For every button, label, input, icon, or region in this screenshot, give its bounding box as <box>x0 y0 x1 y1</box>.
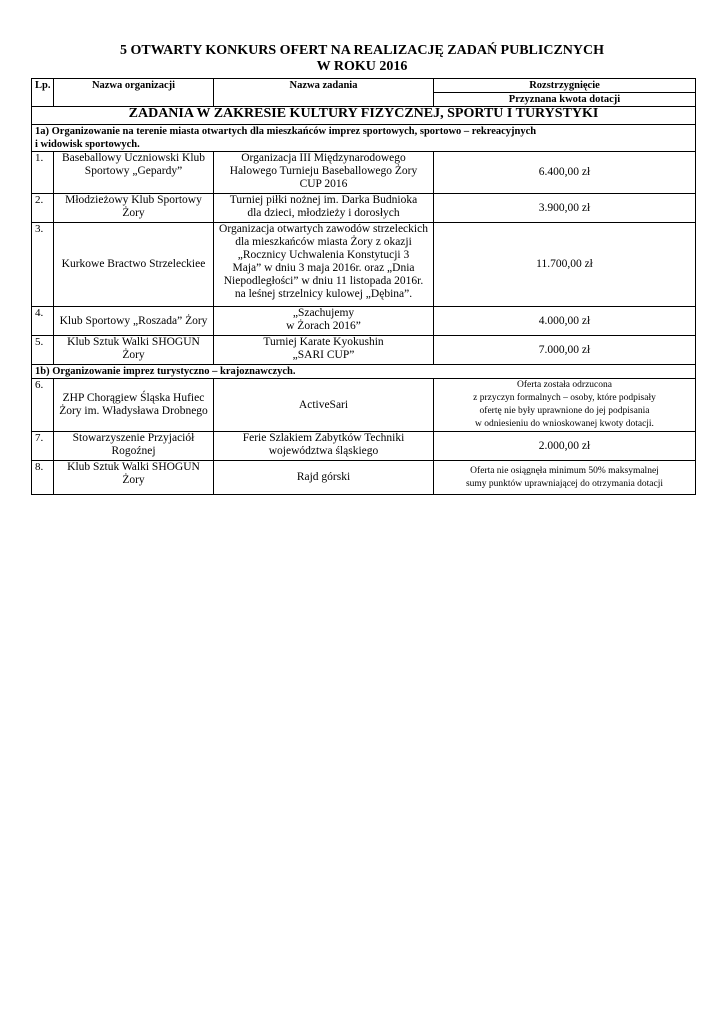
org-line: Młodzieżowy Klub Sportowy <box>65 194 202 206</box>
subsection-1a <box>32 125 696 152</box>
row-organization <box>54 307 214 336</box>
task-line: Ferie Szlakiem Zabytków Techniki <box>242 432 405 444</box>
org-line: Klub Sportowy „Roszada” Żory <box>59 314 208 327</box>
row-lp: 4. <box>32 307 54 336</box>
table-row <box>32 307 696 336</box>
note-line: z przyczyn formalnych – osoby, które podpisały <box>473 393 656 403</box>
row-lp: 2. <box>32 194 54 223</box>
task-line: Rajd górski <box>296 471 351 483</box>
row-task <box>214 223 434 307</box>
task-line: ActiveSari <box>298 398 349 411</box>
document-title <box>0 43 724 75</box>
org-line: Baseballowy Uczniowski Klub <box>61 152 206 164</box>
org-line: Rogoźnej <box>111 445 156 457</box>
row-task <box>214 194 434 223</box>
task-line: dla dzieci, młodzieży i dorosłych <box>247 207 400 219</box>
row-organization <box>54 461 214 495</box>
org-line: Kurkowe Bractwo Strzeleckiee <box>61 258 206 270</box>
row-amount: 6.400,00 zł <box>434 152 696 194</box>
task-line: Turniej Karate Kyokushin <box>263 336 384 348</box>
org-line: Klub Sztuk Walki SHOGUN <box>67 336 200 348</box>
org-line: Klub Sztuk Walki SHOGUN <box>67 461 200 473</box>
subsection-1a-line-1: 1a) Organizowanie na terenie miasta otwartych dla mieszkańców imprez sportowych, sportowo – rekreacyjnych <box>35 126 537 137</box>
task-line: dla mieszkańców miasta Żory z okazji <box>235 236 412 248</box>
note-line: Oferta została odrzucona <box>517 380 612 390</box>
task-line: województwa śląskiego <box>268 445 379 457</box>
title-line-2: W ROKU 2016 <box>316 59 408 74</box>
row-task <box>214 432 434 461</box>
subsection-1a-line-2: i widowisk sportowych. <box>35 139 140 150</box>
org-line: Sportowy „Gepardy” <box>84 165 183 177</box>
row-amount: 11.700,00 zł <box>434 223 696 307</box>
row-result-note <box>434 379 696 432</box>
note-line: w odniesieniu do wnioskowanej kwoty dotacji. <box>475 419 654 429</box>
row-task <box>214 336 434 365</box>
note-line: Oferta nie osiągnęła minimum 50% maksymalnej <box>470 465 659 476</box>
section-heading: ZADANIA W ZAKRESIE KULTURY FIZYCZNEJ, SPORTU I TURYSTYKI <box>32 107 696 125</box>
results-table <box>31 78 696 495</box>
task-line: Organizacja III Międzynarodowego <box>241 152 406 164</box>
header-amount: Przyznana kwota dotacji <box>434 93 696 107</box>
task-line: Organizacja otwartych zawodów strzeleckich <box>219 223 428 235</box>
row-organization <box>54 432 214 461</box>
header-result: Rozstrzygnięcie <box>434 79 696 93</box>
task-line: Turniej piłki nożnej im. Darka Budnioka <box>229 194 418 206</box>
subsection-1b: 1b) Organizowanie imprez turystyczno – krajoznawczych. <box>32 365 696 379</box>
table-row <box>32 223 696 307</box>
task-line: Maja” w dniu 3 maja 2016r. oraz „Dnia <box>232 262 415 274</box>
table-row <box>32 336 696 365</box>
row-organization <box>54 194 214 223</box>
org-line: Żory <box>122 474 145 486</box>
row-lp: 1. <box>32 152 54 194</box>
row-organization <box>54 336 214 365</box>
row-task <box>214 461 434 495</box>
note-line: sumy punktów uprawniającej do otrzymania dotacji <box>465 478 664 489</box>
table-row <box>32 432 696 461</box>
task-line: „Rocznicy Uchwalenia Konstytucji 3 <box>237 249 410 261</box>
row-organization <box>54 379 214 432</box>
row-lp: 6. <box>32 379 54 432</box>
task-line: Halowego Turnieju Baseballowego Żory <box>229 165 418 177</box>
row-task <box>214 152 434 194</box>
row-amount: 7.000,00 zł <box>434 336 696 365</box>
row-lp: 7. <box>32 432 54 461</box>
row-amount: 3.900,00 zł <box>434 194 696 223</box>
row-task <box>214 307 434 336</box>
task-line: na leśnej strzelnicy kulowej „Dębina”. <box>234 288 413 300</box>
task-line: Niepodległości” w dniu 11 listopada 2016r. <box>223 275 424 287</box>
org-line: Stowarzyszenie Przyjaciół <box>72 432 195 444</box>
task-line: w Żorach 2016” <box>286 320 361 332</box>
table-row <box>32 152 696 194</box>
task-line: „Szachujemy <box>292 307 355 319</box>
org-line: ZHP Chorągiew Śląska Hufiec <box>62 392 205 404</box>
header-organization: Nazwa organizacji <box>54 79 214 107</box>
header-lp: Lp. <box>32 79 54 107</box>
row-amount: 2.000,00 zł <box>434 432 696 461</box>
row-result-note <box>434 461 696 495</box>
header-task: Nazwa zadania <box>214 79 434 107</box>
task-line: CUP 2016 <box>299 178 348 190</box>
note-line: ofertę nie były uprawnione do jej podpisania <box>479 406 650 416</box>
title-line-1: 5 OTWARTY KONKURS OFERT NA REALIZACJĘ ZADAŃ PUBLICZNYCH <box>119 43 605 58</box>
org-line: Żory <box>122 349 145 361</box>
org-line: Żory im. Władysława Drobnego <box>59 405 208 417</box>
org-line: Żory <box>122 207 145 219</box>
row-lp: 3. <box>32 223 54 307</box>
row-lp: 8. <box>32 461 54 495</box>
row-lp: 5. <box>32 336 54 365</box>
table-row <box>32 194 696 223</box>
row-task <box>214 379 434 432</box>
table-row <box>32 461 696 495</box>
row-organization <box>54 223 214 307</box>
task-line: „SARI CUP” <box>292 349 355 361</box>
table-row <box>32 379 696 432</box>
row-amount: 4.000,00 zł <box>434 307 696 336</box>
row-organization <box>54 152 214 194</box>
